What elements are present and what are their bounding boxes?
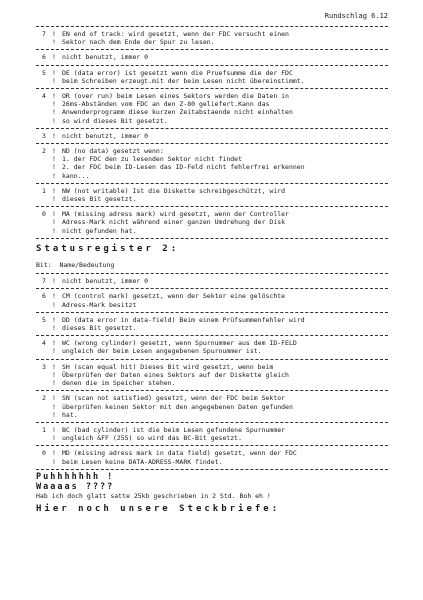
separator-mark: ! ! [52, 68, 56, 85]
row-divider [36, 238, 388, 239]
description-line: Sektor nach dem Ende der Spur zu lesen. [62, 38, 215, 47]
bit-number: 1 [42, 186, 46, 195]
description-line: nicht benutzt, immer 0 [62, 277, 149, 286]
bit-description [62, 187, 388, 203]
bit-description [62, 132, 388, 140]
separator-mark: ! ! ! [52, 210, 56, 235]
description-line: WC (wrong cylinder) gesetzt, wenn Spurnummer aus dem ID-FELD [62, 339, 297, 348]
bit-number: 6 [42, 53, 46, 62]
separator-mark: ! ! [52, 186, 56, 204]
table-row [36, 313, 388, 335]
bit-number: 2 [42, 147, 46, 156]
table-row [36, 66, 388, 88]
description-line: hat. [62, 410, 78, 419]
separator-mark: ! [52, 53, 56, 62]
separator-mark: ! ! [52, 315, 56, 333]
description-line: kann... [62, 171, 90, 180]
separator-mark: ! [52, 131, 56, 140]
description-line: ND (no data) gesetzt wenn: [62, 147, 164, 156]
description-line: MD (missing adress mark in data field) gesetzt, wenn der FDC [62, 449, 297, 458]
description-line: denen die im Speicher stehen. [62, 379, 176, 388]
bit-description [62, 277, 388, 285]
separator-mark: ! ! ! ! [52, 147, 56, 180]
bit-description [62, 210, 388, 235]
bit-description [62, 426, 388, 442]
bit-description [62, 53, 388, 61]
bit-description [62, 449, 388, 465]
bit-description [62, 339, 388, 355]
description-line: dieses Bit gesetzt. [62, 195, 137, 204]
bit-number: 3 [42, 362, 46, 371]
table-row [36, 129, 388, 143]
bit-number: 6 [42, 292, 46, 301]
status-register-2-table [36, 273, 388, 469]
description-line: nicht gefunden hat. [62, 226, 137, 235]
description-line: ungleich der beim Lesen angegebenen Spurnummer ist. [62, 347, 262, 356]
description-line: nicht benutzt, immer 0 [62, 53, 149, 62]
closing-line-3: Hab ich doch glatt satte 25kb geschrieben in 2 Std. Boh eh ! [36, 491, 271, 500]
status-register-1-table [36, 26, 388, 239]
bit-number: 7 [42, 277, 46, 286]
description-line: ungleich &FF (255) so wird das BC-Bit gesetzt. [62, 434, 243, 443]
table-row [36, 144, 388, 183]
table-row [36, 274, 388, 288]
table-row [36, 446, 388, 468]
column-header: Bit: Name/Bedeutung [36, 261, 115, 270]
separator-mark: ! ! ! ! [52, 92, 56, 125]
closing-remarks [36, 472, 388, 515]
description-line: 2. der FDC beim ID-Lesen das ID-Feld nicht fehlerfrei erkennen [62, 163, 305, 172]
separator-mark: ! [52, 277, 56, 286]
closing-line-4: Hier noch unsere Steckbriefe: [36, 503, 281, 514]
description-line: nicht benutzt, immer 0 [62, 131, 149, 140]
bit-description [62, 92, 388, 125]
bit-description [62, 147, 388, 180]
separator-mark: ! ! [52, 425, 56, 443]
description-line: beim Schreiben erzeugt.mit der beim Lesen nicht übereinstimmt. [62, 76, 305, 85]
closing-line-1: Puhhhhhhh ! [36, 471, 115, 482]
bit-number: 2 [42, 394, 46, 403]
description-line: Adress-Mark besitzt [62, 300, 137, 309]
table-row [36, 423, 388, 445]
bit-number: 0 [42, 210, 46, 219]
description-line: SH (scan equal hit) Dieses Bit wird gesetzt, wenn beim [62, 362, 274, 371]
description-line: CM (control mark) gesetzt, wenn der Sektor eine gelöschte [62, 292, 286, 301]
description-line: Anwenderprogramm diese kurzen Zeitabstaende nicht einhalten [62, 108, 293, 117]
description-line: beim Lesen keine DATA-ADRESS-MARK findet. [62, 457, 223, 466]
description-line: 1. der FDC den zu lesenden Sektor nicht findet [62, 155, 243, 164]
bit-description [62, 316, 388, 332]
description-line: Überprüfen der Daten eines Sektors auf der Diskette gleich [62, 370, 289, 379]
description-line: DE (data error) ist gesetzt wenn die Pruefsumme die der FDC [62, 68, 293, 77]
table-row [36, 89, 388, 128]
description-line: MA (missing adress mark) wird gesetzt, wenn der Controller [62, 210, 289, 219]
bit-number: 1 [42, 425, 46, 434]
bit-description [62, 30, 388, 46]
separator-mark: ! ! ! [52, 362, 56, 388]
table-row [36, 360, 388, 391]
bit-number: 5 [42, 315, 46, 324]
table-row [36, 27, 388, 49]
bit-number: 5 [42, 68, 46, 77]
bit-number: 4 [42, 339, 46, 348]
bit-description [62, 292, 388, 308]
description-line: OR (over run) beim Lesen eines Sektors werden die Daten in [62, 92, 289, 101]
separator-mark: ! ! ! [52, 394, 56, 419]
table-row [36, 336, 388, 358]
description-line: dieses Bit gesetzt. [62, 324, 137, 333]
description-line: SN (scan not satisfied) gesetzt, wenn der FDC beim Sektor [62, 394, 286, 403]
description-line: 26ms-Abständen vom FDC an den Z-80 geliefert.Kann das [62, 100, 270, 109]
bit-description [62, 69, 388, 85]
table-row [36, 184, 388, 206]
description-line: so wird dieses Bit gesetzt. [62, 116, 168, 125]
description-line: Adress-Mark nicht während einer ganzen Umdrehung der Disk [62, 218, 286, 227]
description-line: DD (data error in data-field) Beim einem Prüfsummenfehler wird [62, 315, 305, 324]
closing-line-2: Waaaas ???? [36, 481, 115, 492]
description-line: NW (not writable) Ist die Diskette schreibgeschützt, wird [62, 186, 286, 195]
table-row [36, 50, 388, 64]
description-line: BC (bad cylinder) ist die beim Lesen gefundene Spurnummer [62, 425, 286, 434]
separator-mark: ! ! [52, 339, 56, 356]
bit-description [62, 394, 388, 419]
separator-mark: ! ! [52, 30, 56, 47]
bit-number: 3 [42, 131, 46, 140]
table-row [36, 391, 388, 422]
bit-number: 4 [42, 92, 46, 101]
separator-mark: ! ! [52, 449, 56, 466]
description-line: überprüfen keinen Sektor mit den angegebenen Daten gefunden [62, 402, 293, 411]
bit-number: 0 [42, 449, 46, 458]
table-row [36, 289, 388, 311]
row-divider [36, 469, 388, 470]
page-header: Rundschlag 6.12 [324, 12, 388, 20]
bit-number: 7 [42, 30, 46, 38]
bit-description [62, 363, 388, 388]
section-title: Statusregister 2: [36, 243, 180, 254]
separator-mark: ! ! [52, 292, 56, 309]
table-row [36, 207, 388, 238]
description-line: EN end of track: wird gesetzt, wenn der FDC versucht einen [62, 30, 289, 38]
